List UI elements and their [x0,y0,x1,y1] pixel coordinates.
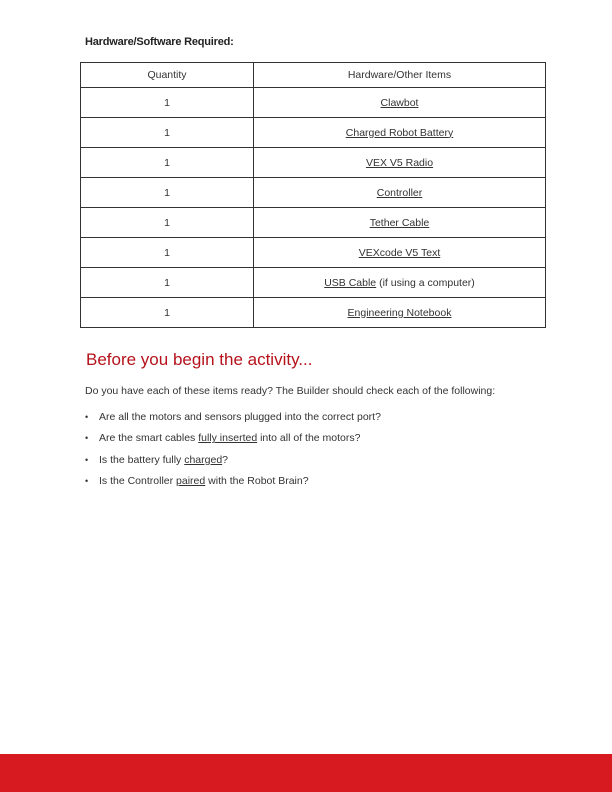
list-item-text: Are the smart cables fully inserted into all of the motors? [99,432,361,445]
item-cell [254,298,546,328]
item-link[interactable]: Engineering Notebook [347,306,452,319]
column-header-items: Hardware/Other Items [254,63,546,88]
item-suffix: (if using a computer) [376,276,475,289]
quantity-cell: 1 [81,148,254,178]
list-item-text: Are all the motors and sensors plugged into the correct port? [99,411,381,423]
intro-text: Do you have each of these items ready? The Builder should check each of the following: [85,385,496,397]
quantity-cell: 1 [81,88,254,118]
item-link[interactable]: VEXcode V5 Text [358,246,441,259]
table-row [81,298,546,328]
quantity-cell: 1 [81,268,254,298]
quantity-cell: 1 [81,208,254,238]
list-item-text: Is the battery fully charged? [99,453,229,466]
table-row [81,118,546,148]
table-row [81,178,546,208]
item-cell [254,178,546,208]
quantity-cell: 1 [81,118,254,148]
bullet-icon: • [85,412,89,422]
item-cell [254,88,546,118]
inline-link[interactable]: charged [184,453,223,466]
list-item [85,431,381,452]
column-header-quantity: Quantity [81,63,254,88]
table-row [81,148,546,178]
list-item [85,410,381,431]
quantity-cell: 1 [81,238,254,268]
inline-link[interactable]: fully inserted [198,432,258,445]
requirements-table [80,62,546,328]
table-row [81,238,546,268]
table-row [81,268,546,298]
inline-link[interactable]: paired [176,474,206,487]
item-link[interactable]: Controller [376,186,423,199]
list-item [85,453,381,474]
table-row [81,88,546,118]
item-cell [254,208,546,238]
item-link[interactable]: Tether Cable [369,216,430,229]
bullet-icon: • [85,475,89,486]
list-item [85,474,381,495]
checklist [85,410,381,495]
item-link[interactable]: Charged Robot Battery [345,126,454,139]
item-cell [254,238,546,268]
activity-heading: Before you begin the activity... [86,350,313,369]
footer-bar [0,754,612,792]
bullet-icon: • [85,433,89,444]
list-item-text: Is the Controller paired with the Robot Brain? [99,474,309,487]
table-header-row [81,63,546,88]
item-link[interactable]: USB Cable [324,276,377,289]
item-cell [254,148,546,178]
bullet-icon: • [85,454,89,465]
section-label: Hardware/Software Required: [85,36,234,48]
table-row [81,208,546,238]
quantity-cell: 1 [81,298,254,328]
quantity-cell: 1 [81,178,254,208]
item-cell [254,268,546,298]
item-cell [254,118,546,148]
item-link[interactable]: Clawbot [380,96,419,109]
item-link[interactable]: VEX V5 Radio [365,156,434,169]
